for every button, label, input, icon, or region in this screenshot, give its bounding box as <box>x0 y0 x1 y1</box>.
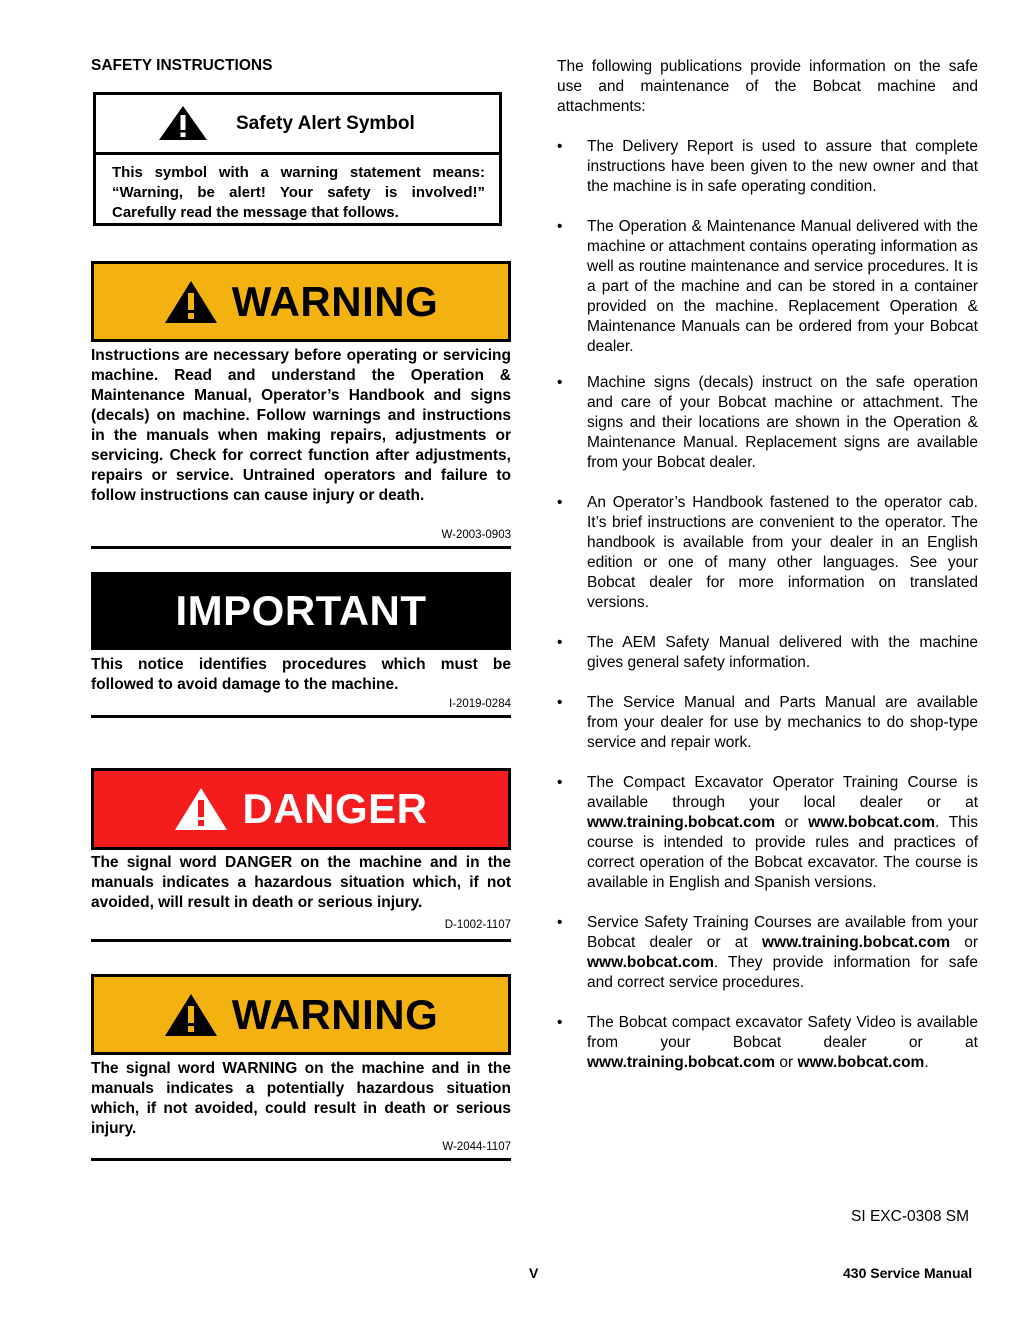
safety-alert-triangle-icon <box>158 105 208 141</box>
list-item <box>557 913 978 993</box>
divider <box>91 715 511 718</box>
divider <box>91 939 511 942</box>
publications-intro: The following publications provide information on the safe use and maintenance of the Bobcat machine and attachments: <box>557 58 978 115</box>
safety-alert-title: Safety Alert Symbol <box>236 113 415 134</box>
list-item-text <box>587 774 978 891</box>
bullet-icon: • <box>557 1014 563 1031</box>
danger-sign <box>91 768 511 850</box>
training-link: www.training.bobcat.com <box>587 814 776 831</box>
text-run: or <box>949 934 978 951</box>
danger-signal-word: DANGER <box>242 785 428 832</box>
list-item <box>557 1013 978 1073</box>
bullet-icon: • <box>557 138 563 155</box>
list-item-text <box>587 914 978 991</box>
danger-triangle-icon <box>174 787 228 831</box>
publications-list <box>557 137 978 1093</box>
bullet-icon: • <box>557 774 563 791</box>
safety-alert-header <box>96 95 499 155</box>
warning-sign <box>91 974 511 1055</box>
warning-signal-word: WARNING <box>231 277 439 325</box>
important-code: I-2019-0284 <box>448 698 511 710</box>
text-run: . This course is intended to provide rules and practices of correct operation of the Bobcat excavator. The course is available in English and Spanish versions. <box>587 814 978 891</box>
list-item <box>557 693 978 753</box>
page-number: V <box>529 1265 539 1281</box>
warning-text: The signal word WARNING on the machine and in the manuals indicates a potentially hazardous situation which, if not avoided, could result in death or serious injury. <box>91 1060 511 1137</box>
warning-triangle-icon <box>164 280 218 324</box>
bobcat-link: www.bobcat.com <box>587 954 714 971</box>
training-link: www.training.bobcat.com <box>587 1054 776 1071</box>
warning-sign <box>91 261 511 342</box>
bobcat-link: www.bobcat.com <box>797 1054 925 1071</box>
safety-alert-box <box>93 92 502 226</box>
bullet-icon: • <box>557 494 563 511</box>
bobcat-link: www.bobcat.com <box>808 814 936 831</box>
warning-code: W-2003-0903 <box>441 529 511 541</box>
safety-alert-text: This symbol with a warning statement means: “Warning, be alert! Your safety is involved!” Carefully read the message that follows. <box>112 164 485 221</box>
bullet-icon: • <box>557 634 563 651</box>
list-item-text: The AEM Safety Manual delivered with the machine gives general safety information. <box>587 634 978 671</box>
text-run: or <box>775 1054 798 1071</box>
warning-triangle-icon <box>164 993 218 1037</box>
training-link: www.training.bobcat.com <box>761 934 950 951</box>
warning-signal-word: WARNING <box>231 990 439 1038</box>
important-sign <box>91 572 511 650</box>
section-title: SAFETY INSTRUCTIONS <box>91 57 273 74</box>
important-signal-word: IMPORTANT <box>175 587 427 634</box>
danger-code: D-1002-1107 <box>444 919 511 931</box>
warning-text: Instructions are necessary before operating or servicing machine. Read and understand the Operation & Maintenance Manual, Operator’s Handbook and signs (decals) on machine. Follow warnings and instructions in the manuals when making repairs, adjustments or servicing. Check for correct function after adjustments, repairs or service. Untrained operators and failure to follow instructions can cause injury or death. <box>91 347 511 504</box>
list-item <box>557 773 978 893</box>
list-item <box>557 137 978 197</box>
bullet-icon: • <box>557 694 563 711</box>
list-item <box>557 633 978 673</box>
text-run: . They provide information for safe and correct service procedures. <box>587 954 978 991</box>
list-item-text: The Delivery Report is used to assure that complete instructions have been given to the new owner and that the machine is in safe operating condition. <box>587 138 978 195</box>
list-item-text: The Service Manual and Parts Manual are available from your dealer for use by mechanics to do shop-type service and repair work. <box>587 694 978 751</box>
list-item-text: The Operation & Maintenance Manual delivered with the machine or attachment contains operating information as well as routine maintenance and service procedures. It is a part of the machine and can be stored in a container provided on the machine. Replacement Operation & Maintenance Manuals can be ordered from your Bobcat dealer. <box>587 218 978 355</box>
bullet-icon: • <box>557 374 563 391</box>
text-run: The Compact Excavator Operator Training Course is available through your local dealer or at <box>587 774 978 811</box>
divider <box>91 1158 511 1161</box>
bullet-icon: • <box>557 914 563 931</box>
list-item <box>557 217 978 357</box>
danger-text: The signal word DANGER on the machine and in the manuals indicates a hazardous situation which, if not avoided, will result in death or serious injury. <box>91 854 511 911</box>
list-item-text <box>587 1014 978 1071</box>
list-item <box>557 493 978 613</box>
list-item <box>557 373 978 473</box>
document-reference: SI EXC-0308 SM <box>851 1208 970 1225</box>
text-run: The Bobcat compact excavator Safety Video is available from your Bobcat dealer or at <box>587 1014 978 1051</box>
text-run: Service Safety Training Courses are available from your Bobcat dealer or at <box>587 914 978 951</box>
list-item-text: Machine signs (decals) instruct on the safe operation and care of your Bobcat machine or attachment. The signs and their locations are shown in the Operation & Maintenance Manual. Replacement signs are available from your Bobcat dealer. <box>587 374 978 471</box>
text-run: or <box>775 814 809 831</box>
manual-title: 430 Service Manual <box>843 1265 973 1281</box>
text-run: . <box>924 1054 929 1071</box>
warning-code: W-2044-1107 <box>442 1141 511 1153</box>
list-item-text: An Operator’s Handbook fastened to the operator cab. It’s brief instructions are convenient to the operator. The handbook is available from your dealer in an English edition or one of many other languages. See your Bobcat dealer for more information on translated versions. <box>587 494 978 611</box>
important-text: This notice identifies procedures which must be followed to avoid damage to the machine. <box>91 656 511 693</box>
bullet-icon: • <box>557 218 563 235</box>
divider <box>91 546 511 549</box>
